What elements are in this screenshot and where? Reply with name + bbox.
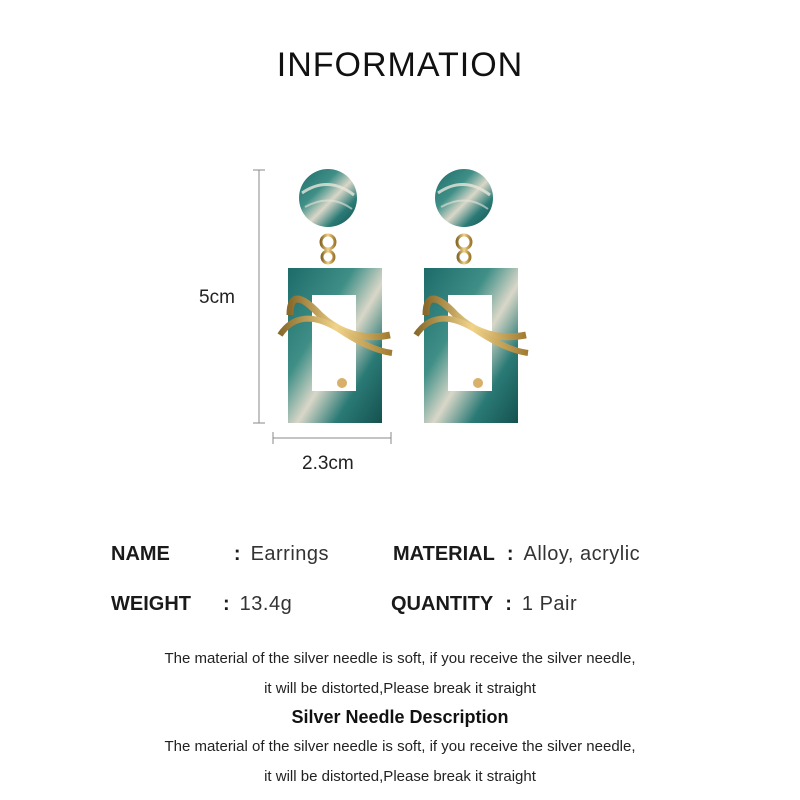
spec-material: MATERIAL : Alloy, acrylic [393,543,641,565]
spec-value: 1 Pair [521,593,578,615]
width-label: 2.3cm [302,453,354,474]
spec-value: Earrings [250,543,330,565]
left-earring [280,169,392,423]
spec-key: WEIGHT [111,593,191,615]
note-line-4: it will be distorted,Please break it straight [264,768,536,785]
spec-weight: WEIGHT : 13.4g [111,593,293,615]
note-line-2: it will be distorted,Please break it straight [264,680,536,697]
spec-key: QUANTITY [391,593,494,615]
spec-quantity: QUANTITY : 1 Pair [391,593,578,615]
spec-key: NAME [111,543,170,565]
note-line-3: The material of the silver needle is soft, if you receive the silver needle, [164,738,636,755]
spec-value: Alloy, acrylic [523,543,641,565]
note-line-1: The material of the silver needle is soft, if you receive the silver needle, [164,650,636,667]
note-heading: Silver Needle Description [291,707,509,727]
spec-name: NAME : Earrings [111,543,330,565]
page-title: INFORMATION [276,46,524,84]
right-earring [416,169,528,423]
spec-key: MATERIAL [393,543,495,565]
height-label: 5cm [199,287,235,308]
earrings-image [250,165,550,455]
spec-value: 13.4g [239,593,293,615]
